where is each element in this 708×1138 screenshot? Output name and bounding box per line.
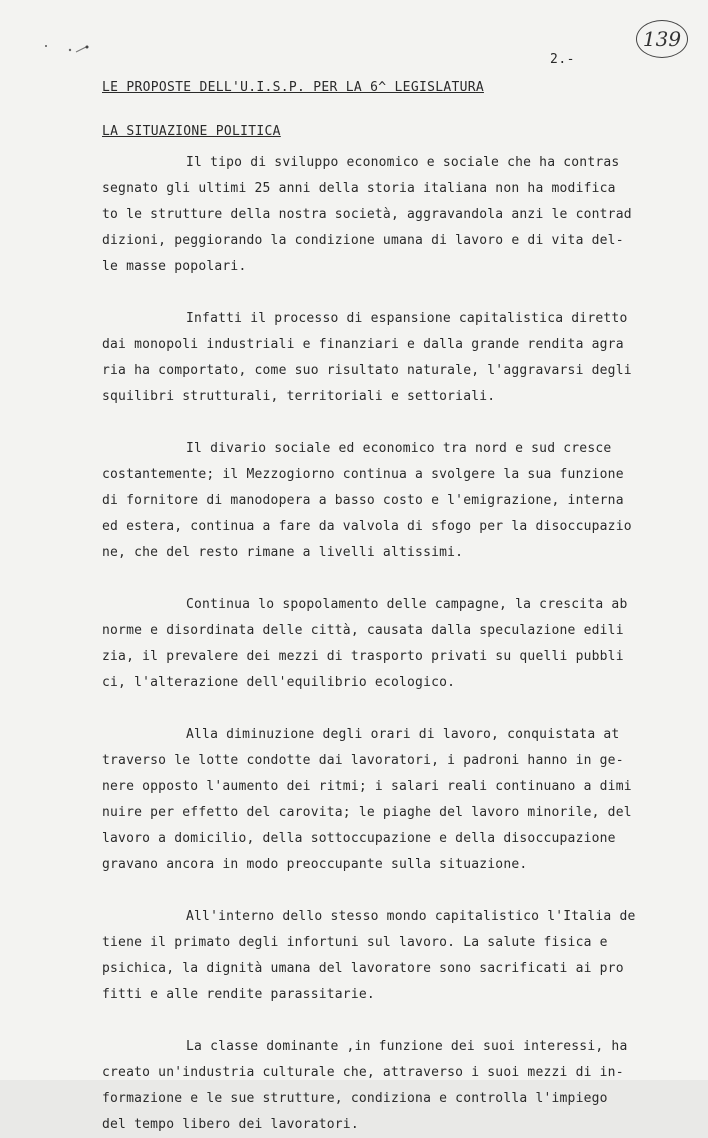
text-line: ed estera, continua a fare da valvola di sfogo per la disoccupazio xyxy=(102,519,632,534)
paragraph-gap xyxy=(102,410,662,436)
text-line: to le strutture della nostra società, aggravandola anzi le contrad xyxy=(102,207,632,222)
text-line: Infatti il processo di espansione capitalistica diretto xyxy=(186,311,628,326)
document-title: LE PROPOSTE DELL'U.I.S.P. PER LA 6^ LEGISLATURA xyxy=(102,80,484,95)
text-line: del tempo libero dei lavoratori. xyxy=(102,1117,359,1132)
paragraph xyxy=(102,306,662,410)
paragraph-gap xyxy=(102,696,662,722)
text-line: lavoro a domicilio, della sottoccupazione e della disoccupazione xyxy=(102,831,616,846)
paragraph xyxy=(102,436,662,566)
paragraph xyxy=(102,722,662,878)
paragraph-gap xyxy=(102,566,662,592)
text-line: nere opposto l'aumento dei ritmi; i salari reali continuano a dimi xyxy=(102,779,632,794)
text-line: All'interno dello stesso mondo capitalistico l'Italia de xyxy=(186,909,636,924)
text-line: le masse popolari. xyxy=(102,259,247,274)
text-line: formazione e le sue strutture, condiziona e controlla l'impiego xyxy=(102,1091,608,1106)
paragraph xyxy=(102,150,662,280)
text-line: ne, che del resto rimane a livelli altissimi. xyxy=(102,545,464,560)
section-title: LA SITUAZIONE POLITICA xyxy=(102,124,281,139)
paragraph-gap xyxy=(102,1008,662,1034)
text-line: fitti e alle rendite parassitarie. xyxy=(102,987,375,1002)
text-line: traverso le lotte condotte dai lavoratori, i padroni hanno in ge- xyxy=(102,753,624,768)
text-line: tiene il primato degli infortuni sul lavoro. La salute fisica e xyxy=(102,935,608,950)
archive-stamp xyxy=(636,20,688,58)
text-line: squilibri strutturali, territoriali e settoriali. xyxy=(102,389,496,404)
text-line: Continua lo spopolamento delle campagne, la crescita ab xyxy=(186,597,628,612)
text-line: dizioni, peggiorando la condizione umana di lavoro e di vita del- xyxy=(102,233,624,248)
text-line: zia, il prevalere dei mezzi di trasporto privati su quelli pubbli xyxy=(102,649,624,664)
stamp-number: 139 xyxy=(642,27,682,51)
paragraph xyxy=(102,592,662,696)
paper-mark xyxy=(40,38,100,78)
body-text xyxy=(102,150,662,1138)
paragraph-gap xyxy=(102,878,662,904)
text-line: nuire per effetto del carovita; le piaghe del lavoro minorile, del xyxy=(102,805,632,820)
text-line: Alla diminuzione degli orari di lavoro, conquistata at xyxy=(186,727,620,742)
text-line: dai monopoli industriali e finanziari e dalla grande rendita agra xyxy=(102,337,624,352)
text-line: costantemente; il Mezzogiorno continua a svolgere la sua funzione xyxy=(102,467,624,482)
text-line: ci, l'alterazione dell'equilibrio ecologico. xyxy=(102,675,456,690)
paragraph xyxy=(102,904,662,1008)
text-line: norme e disordinata delle città, causata dalla speculazione edili xyxy=(102,623,624,638)
text-line: Il divario sociale ed economico tra nord e sud cresce xyxy=(186,441,612,456)
page-number: 2.- xyxy=(550,52,575,67)
text-line: ria ha comportato, come suo risultato naturale, l'aggravarsi degli xyxy=(102,363,632,378)
text-line: creato un'industria culturale che, attraverso i suoi mezzi di in- xyxy=(102,1065,624,1080)
text-line: psichica, la dignità umana del lavoratore sono sacrificati ai pro xyxy=(102,961,624,976)
text-line: Il tipo di sviluppo economico e sociale che ha contras xyxy=(186,155,620,170)
text-line: La classe dominante ,in funzione dei suoi interessi, ha xyxy=(186,1039,628,1054)
paragraph-gap xyxy=(102,280,662,306)
text-line: di fornitore di manodopera a basso costo e l'emigrazione, interna xyxy=(102,493,624,508)
paragraph xyxy=(102,1034,662,1138)
text-line: segnato gli ultimi 25 anni della storia italiana non ha modifica xyxy=(102,181,616,196)
text-line: gravano ancora in modo preoccupante sulla situazione. xyxy=(102,857,528,872)
